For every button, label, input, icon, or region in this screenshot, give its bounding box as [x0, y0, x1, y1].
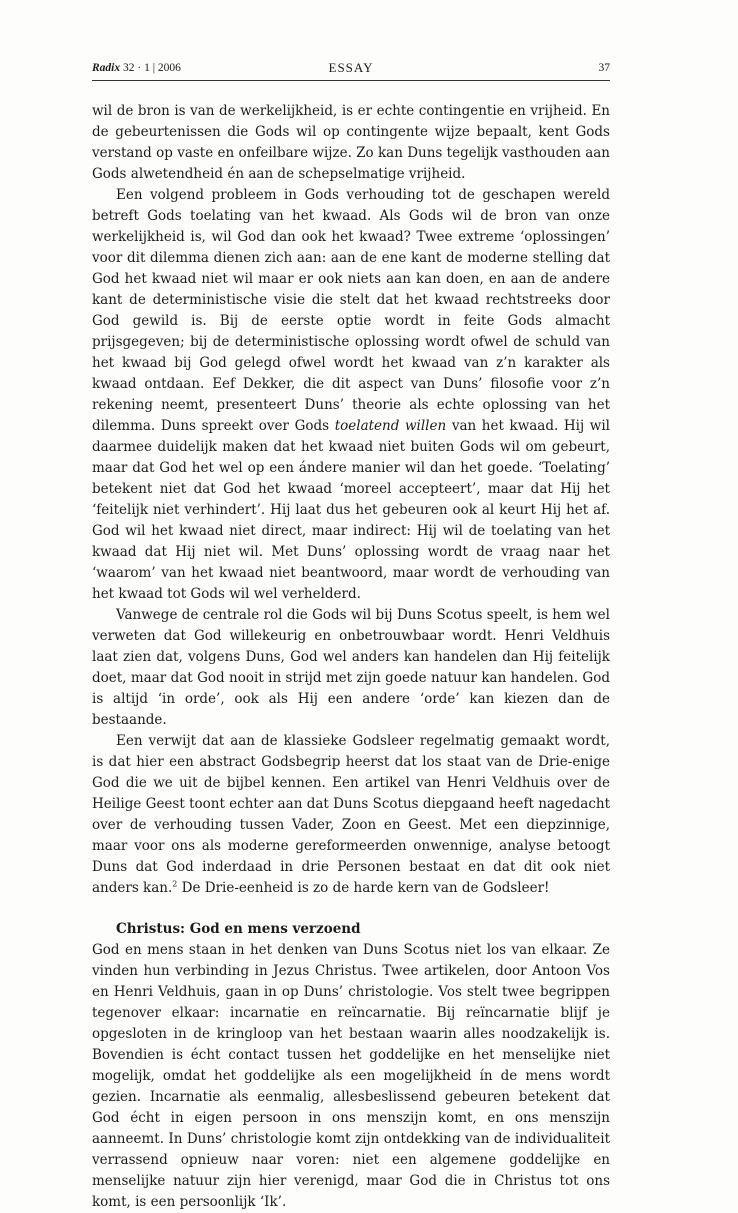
- paragraph-4-part-1: Een verwijt dat aan de klassieke Godsleer regelmatig gemaakt wordt, is dat hier een abstract Godsbegrip heerst dat los staat van de Drie-enige God die we uit de bijbel kennen. Een artikel van Henri Veldhuis over de Heilige Geest toont echter aan dat Duns Scotus diepgaand heeft nagedacht over de verhouding tussen Vader, Zoon en Geest. Met een diepzinnige, maar voor ons als moderne gereformeerden onwennige, analyse betoogt Duns dat God inderdaad in drie Personen bestaat en dat dit ook niet anders kan.: [92, 733, 610, 896]
- page-number: 37: [598, 62, 610, 74]
- italic-term: toelatend willen: [334, 418, 447, 434]
- paragraph-4-part-2: De Drie-eenheid is zo de harde kern van de Godsleer!: [181, 880, 550, 896]
- paragraph-1: wil de bron is van de werkelijkheid, is er echte contingentie en vrijheid. En de gebeurtenissen die Gods wil op contingente wijze bepaalt, kent Gods verstand op vaste en onfeilbare wijze. Zo kan Duns tegelijk vasthouden aan Gods alwetendheid én aan de schepselmatige vrijheid.: [92, 103, 610, 182]
- footnote-marker[interactable]: 2: [172, 879, 178, 889]
- paragraph-2-part-1: Een volgend probleem in Gods verhouding tot de geschapen wereld betreft Gods toelating van het kwaad. Als Gods wil de bron van onze werkelijkheid is, wil God dan ook het kwaad? Twee extreme ‘oplossingen’ voor dit dilemma dienen zich aan: aan de ene kant de moderne stelling dat God het kwaad niet wil maar er ook niets aan kan doen, en aan de andere kant de deterministische visie die stelt dat het kwaad rechtstreeks door God gewild is. Bij de eerste optie wordt in feite Gods almacht prijsgegeven; bij de deterministische oplossing wordt ofwel de schuld van het kwaad bij God gelegd ofwel wordt het kwaad van z’n karakter als kwaad ontdaan. Eef Dekker, die dit aspect van Duns’ filosofie voor z’n rekening neemt, presenteert Duns’ theorie als echte oplossing van het dilemma. Duns spreekt over Gods: [92, 187, 610, 434]
- article-body: [92, 101, 610, 1213]
- issue-info: 32 · 1 | 2006: [123, 62, 181, 74]
- journal-name: Radix: [92, 62, 121, 74]
- paragraph-4: [92, 731, 610, 899]
- paragraph-2: [92, 185, 610, 605]
- paragraph-2-part-2: van het kwaad. Hij wil daarmee duidelijk maken dat het kwaad niet buiten Gods wil om gebeurt, maar dat God het wel op een ándere manier wil dan het goede. ‘Toelating’ betekent niet dat God het kwaad ‘moreel accepteert’, maar dat Hij het ‘feitelijk niet verhindert’. Hij laat dus het gebeuren ook al keurt Hij het af. God wil het kwaad niet direct, maar indirect: Hij wil de toelating van het kwaad dat Hij niet wil. Met Duns’ oplossing wordt de vraag naar het ‘waarom’ van het kwaad niet beantwoord, maar wordt de verhouding van het kwaad tot Gods wil wel verhelderd.: [92, 418, 610, 602]
- running-head: [92, 60, 610, 78]
- section-paragraph: God en mens staan in het denken van Duns Scotus niet los van elkaar. Ze vinden hun verbinding in Jezus Christus. Twee artikelen, door Antoon Vos en Henri Veldhuis, gaan in op Duns’ christologie. Vos stelt twee begrippen tegenover elkaar: incarnatie en reïncarnatie. Bij reïncarnatie blijf je opgesloten in de kringloop van het bestaan waarin alles noodzakelijk is. Bovendien is écht contact tussen het goddelijke en het menselijke niet mogelijk, omdat het goddelijke als een mogelijkheid ín de mens wordt gezien. Incarnatie als eenmalig, allesbeslissend gebeuren betekent dat God écht in eigen persoon in ons menszijn komt, en ons menszijn aanneemt. In Duns’ christologie komt zijn ontdekking van de individualiteit verrassend opnieuw naar voren: niet een algemene goddelijke en menselijke natuur zijn hier verenigd, maar God die in Christus tot ons komt, is een persoonlijk ‘Ik’.: [92, 942, 610, 1210]
- section-heading: Christus: God en mens verzoend: [116, 921, 361, 937]
- paragraph-3: Vanwege de centrale rol die Gods wil bij Duns Scotus speelt, is hem wel verweten dat God willekeurig en onbetrouwbaar wordt. Henri Veldhuis laat zien dat, volgens Duns, God wel anders kan handelen dan Hij feitelijk doet, maar dat God nooit in strijd met zijn goede natuur kan handelen. God is altijd ‘in orde’, ook als Hij een andere ‘orde’ kan kiezen dan de bestaande.: [92, 607, 610, 728]
- header-rule: [92, 80, 610, 81]
- section-label: ESSAY: [328, 60, 374, 75]
